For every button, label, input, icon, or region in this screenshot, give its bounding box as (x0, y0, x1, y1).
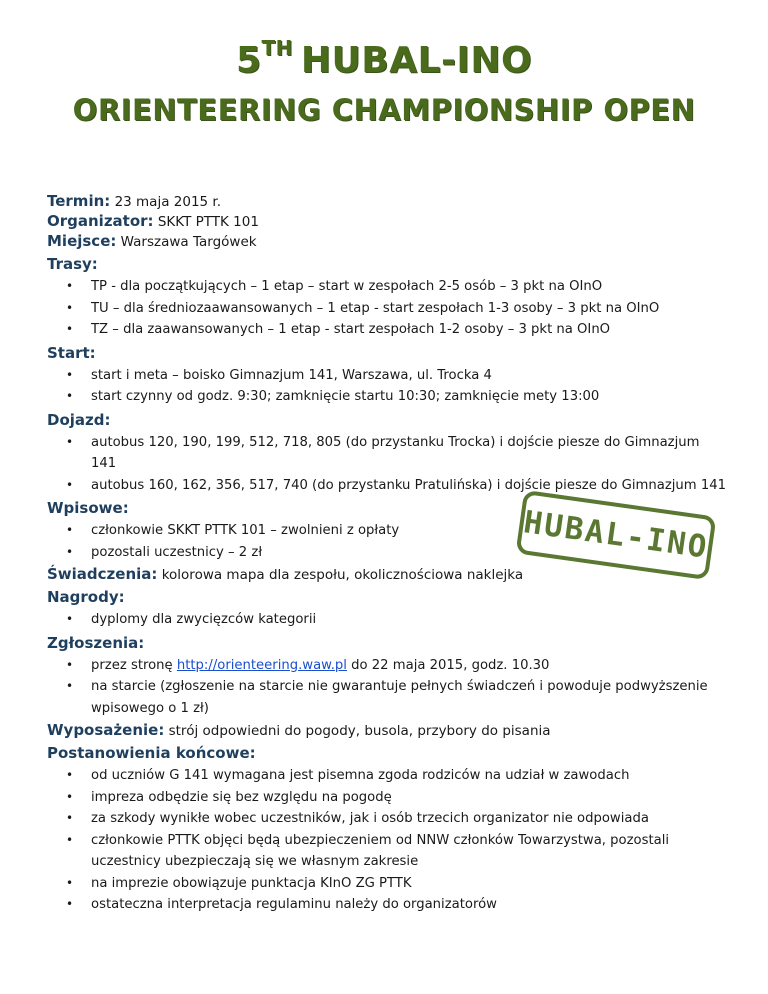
list-item: • impreza odbędzie się bez względu na pogodę (91, 787, 727, 809)
miejsce-line (47, 232, 727, 252)
list-item: • TP - dla początkujących – 1 etap – start w zespołach 2-5 osób – 3 pkt na OInO (91, 276, 727, 298)
dojazd-heading: Dojazd: (47, 410, 111, 429)
event-ordinal: 5 (235, 40, 262, 81)
start-heading: Start: (47, 343, 96, 362)
postanowienia-list (47, 765, 727, 916)
swiadczenia-value: kolorowa mapa dla zespołu, okolicznościowa naklejka (161, 567, 524, 583)
wyposazenie-label: Wyposażenie: (47, 721, 165, 739)
wyposazenie-value: strój odpowiedni do pogody, busola, przybory do pisania (168, 723, 551, 739)
list-item: • od uczniów G 141 wymagana jest pisemna zgoda rodziców na udział w zawodach (91, 765, 727, 787)
organizator-value: SKKT PTTK 101 (157, 214, 259, 230)
zgloszenia-item1-post: do 22 maja 2015, godz. 10.30 (346, 657, 550, 673)
list-item: • autobus 160, 162, 356, 517, 740 (do przystanku Pratulińska) i dojście piesze do Gimnazjum 141 (91, 475, 727, 497)
nagrody-heading: Nagrody: (47, 588, 125, 606)
miejsce-label: Miejsce: (47, 232, 117, 250)
list-item: • start czynny od godz. 9:30; zamknięcie startu 10:30; zamknięcie mety 13:00 (91, 386, 727, 408)
wpisowe-heading: Wpisowe: (47, 499, 129, 517)
dojazd-list (47, 432, 727, 497)
hubal-ino-stamp: HUBAL-INO (515, 490, 716, 580)
list-item: • dyplomy dla zwycięzców kategorii (91, 609, 727, 631)
zgloszenia-item1-pre: przez stronę (91, 657, 177, 673)
list-item: • TU – dla średniozaawansowanych – 1 etap - start zespołach 1-3 osoby – 3 pkt na OInO (91, 298, 727, 320)
miejsce-value: Warszawa Targówek (120, 234, 257, 250)
event-ordinal-suffix: TH (261, 36, 293, 60)
trasy-list (47, 276, 727, 341)
organizator-line (47, 212, 727, 232)
event-title (0, 36, 768, 81)
event-subtitle: ORIENTEERING CHAMPIONSHIP OPEN (72, 93, 696, 127)
list-item: • na starcie (zgłoszenie na starcie nie gwarantuje pełnych świadczeń i powoduje podwyższenie wpisowego o 1 zł) (91, 676, 727, 719)
swiadczenia-label: Świadczenia: (47, 565, 158, 583)
list-item: • autobus 120, 190, 199, 512, 718, 805 (do przystanku Trocka) i dojście piesze do Gimnazjum 141 (91, 432, 727, 475)
event-name: HUBAL-INO (300, 40, 533, 81)
list-item: • ostateczna interpretacja regulaminu należy do organizatorów (91, 894, 727, 916)
organizator-label: Organizator: (47, 212, 154, 230)
list-item: • za szkody wynikłe wobec uczestników, jak i osób trzecich organizator nie odpowiada (91, 808, 727, 830)
list-item: • TZ – dla zaawansowanych – 1 etap - start zespołach 1-2 osoby – 3 pkt na OInO (91, 319, 727, 341)
list-item: • na imprezie obowiązuje punktacja KInO ZG PTTK (91, 873, 727, 895)
zgloszenia-heading: Zgłoszenia: (47, 633, 145, 652)
registration-link[interactable]: http://orienteering.waw.pl (176, 657, 347, 673)
postanowienia-heading: Postanowienia końcowe: (47, 744, 256, 762)
list-item: • członkowie PTTK objęci będą ubezpieczeniem od NNW członków Towarzystwa, pozostali uczestnicy ubezpieczają się we własnym zakresie (91, 830, 727, 873)
start-list (47, 365, 727, 408)
list-item: • członkowie SKKT PTTK 101 – zwolnieni z opłaty (91, 520, 727, 542)
zgloszenia-list (47, 655, 727, 720)
list-item: • start i meta – boisko Gimnazjum 141, Warszawa, ul. Trocka 4 (91, 365, 727, 387)
list-item (91, 655, 727, 677)
trasy-heading: Trasy: (47, 255, 98, 273)
termin-line (47, 192, 727, 212)
termin-value: 23 maja 2015 r. (114, 194, 222, 210)
nagrody-list (47, 609, 727, 631)
termin-label: Termin: (47, 192, 111, 210)
list-item: • pozostali uczestnicy – 2 zł (91, 542, 727, 564)
wyposazenie-line (47, 721, 727, 741)
